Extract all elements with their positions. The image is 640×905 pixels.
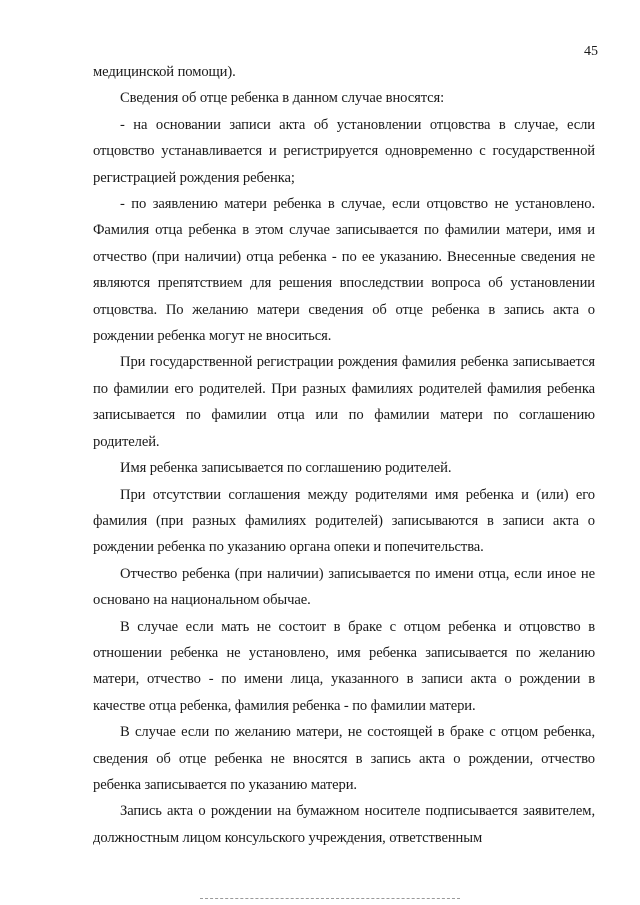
paragraph-unmarried-mother: В случае если мать не состоит в браке с отцом ребенка и отцовство в отношении ребенка не установлено, имя ребенка записывается по желанию матери, отчество - по имени лица, указанного в записи акта о рождении в качестве отца ребенка, фамилия ребенка - по фамилии матери. [93, 618, 595, 714]
paragraph-continuation: медицинской помощи). [93, 64, 236, 80]
paragraph-surname-rule: При государственной регистрации рождения фамилия ребенка записывается по фамилии его родителей. При разных фамилиях родителей фамилия ребенка записывается по фамилии отца или по фамилии матери по соглашению родителей. [93, 354, 595, 450]
page-number: 45 [584, 44, 598, 59]
scan-edge-artifact [200, 898, 460, 899]
paragraph-father-info-intro: Сведения об отце ребенка в данном случае вносятся: [120, 90, 445, 107]
body-text [93, 59, 595, 851]
paragraph-first-name-rule: Имя ребенка записывается по соглашению родителей. [120, 460, 452, 477]
paragraph-no-agreement: При отсутствии соглашения между родителями имя ребенка и (или) его фамилия (при разных фамилиях родителей) записываются в записи акта о рождении ребенка по указанию органа опеки и попечительства. [93, 486, 595, 556]
paragraph-signature-record: Запись акта о рождении на бумажном носителе подписывается заявителем, должностным лицом консульского учреждения, ответственным [93, 803, 595, 846]
paragraph-patronymic-rule: Отчество ребенка (при наличии) записывается по имени отца, если иное не основано на национальном обычае. [93, 565, 595, 609]
paragraph-no-father-info: В случае если по желанию матери, не состоящей в браке с отцом ребенка, сведения об отце ребенка не вносятся в запись акта о рождении, отчество ребенка записывается по указанию матери. [93, 724, 595, 793]
paragraph-paternity-record: - на основании записи акта об установлении отцовства в случае, если отцовство устанавливается и регистрируется одновременно с государственной регистрацией рождения ребенка; [93, 116, 595, 186]
paragraph-mother-statement: - по заявлению матери ребенка в случае, если отцовство не установлено. Фамилия отца ребенка в этом случае записывается по фамилии матери, имя и отчество (при наличии) отца ребенка - по ее указанию. Внесенные сведения не являются препятствием для решения впоследствии вопроса об установлении отцовства. По желанию матери сведения об отце ребенка в запись акта о рождении ребенка могут не вноситься. [93, 196, 595, 345]
